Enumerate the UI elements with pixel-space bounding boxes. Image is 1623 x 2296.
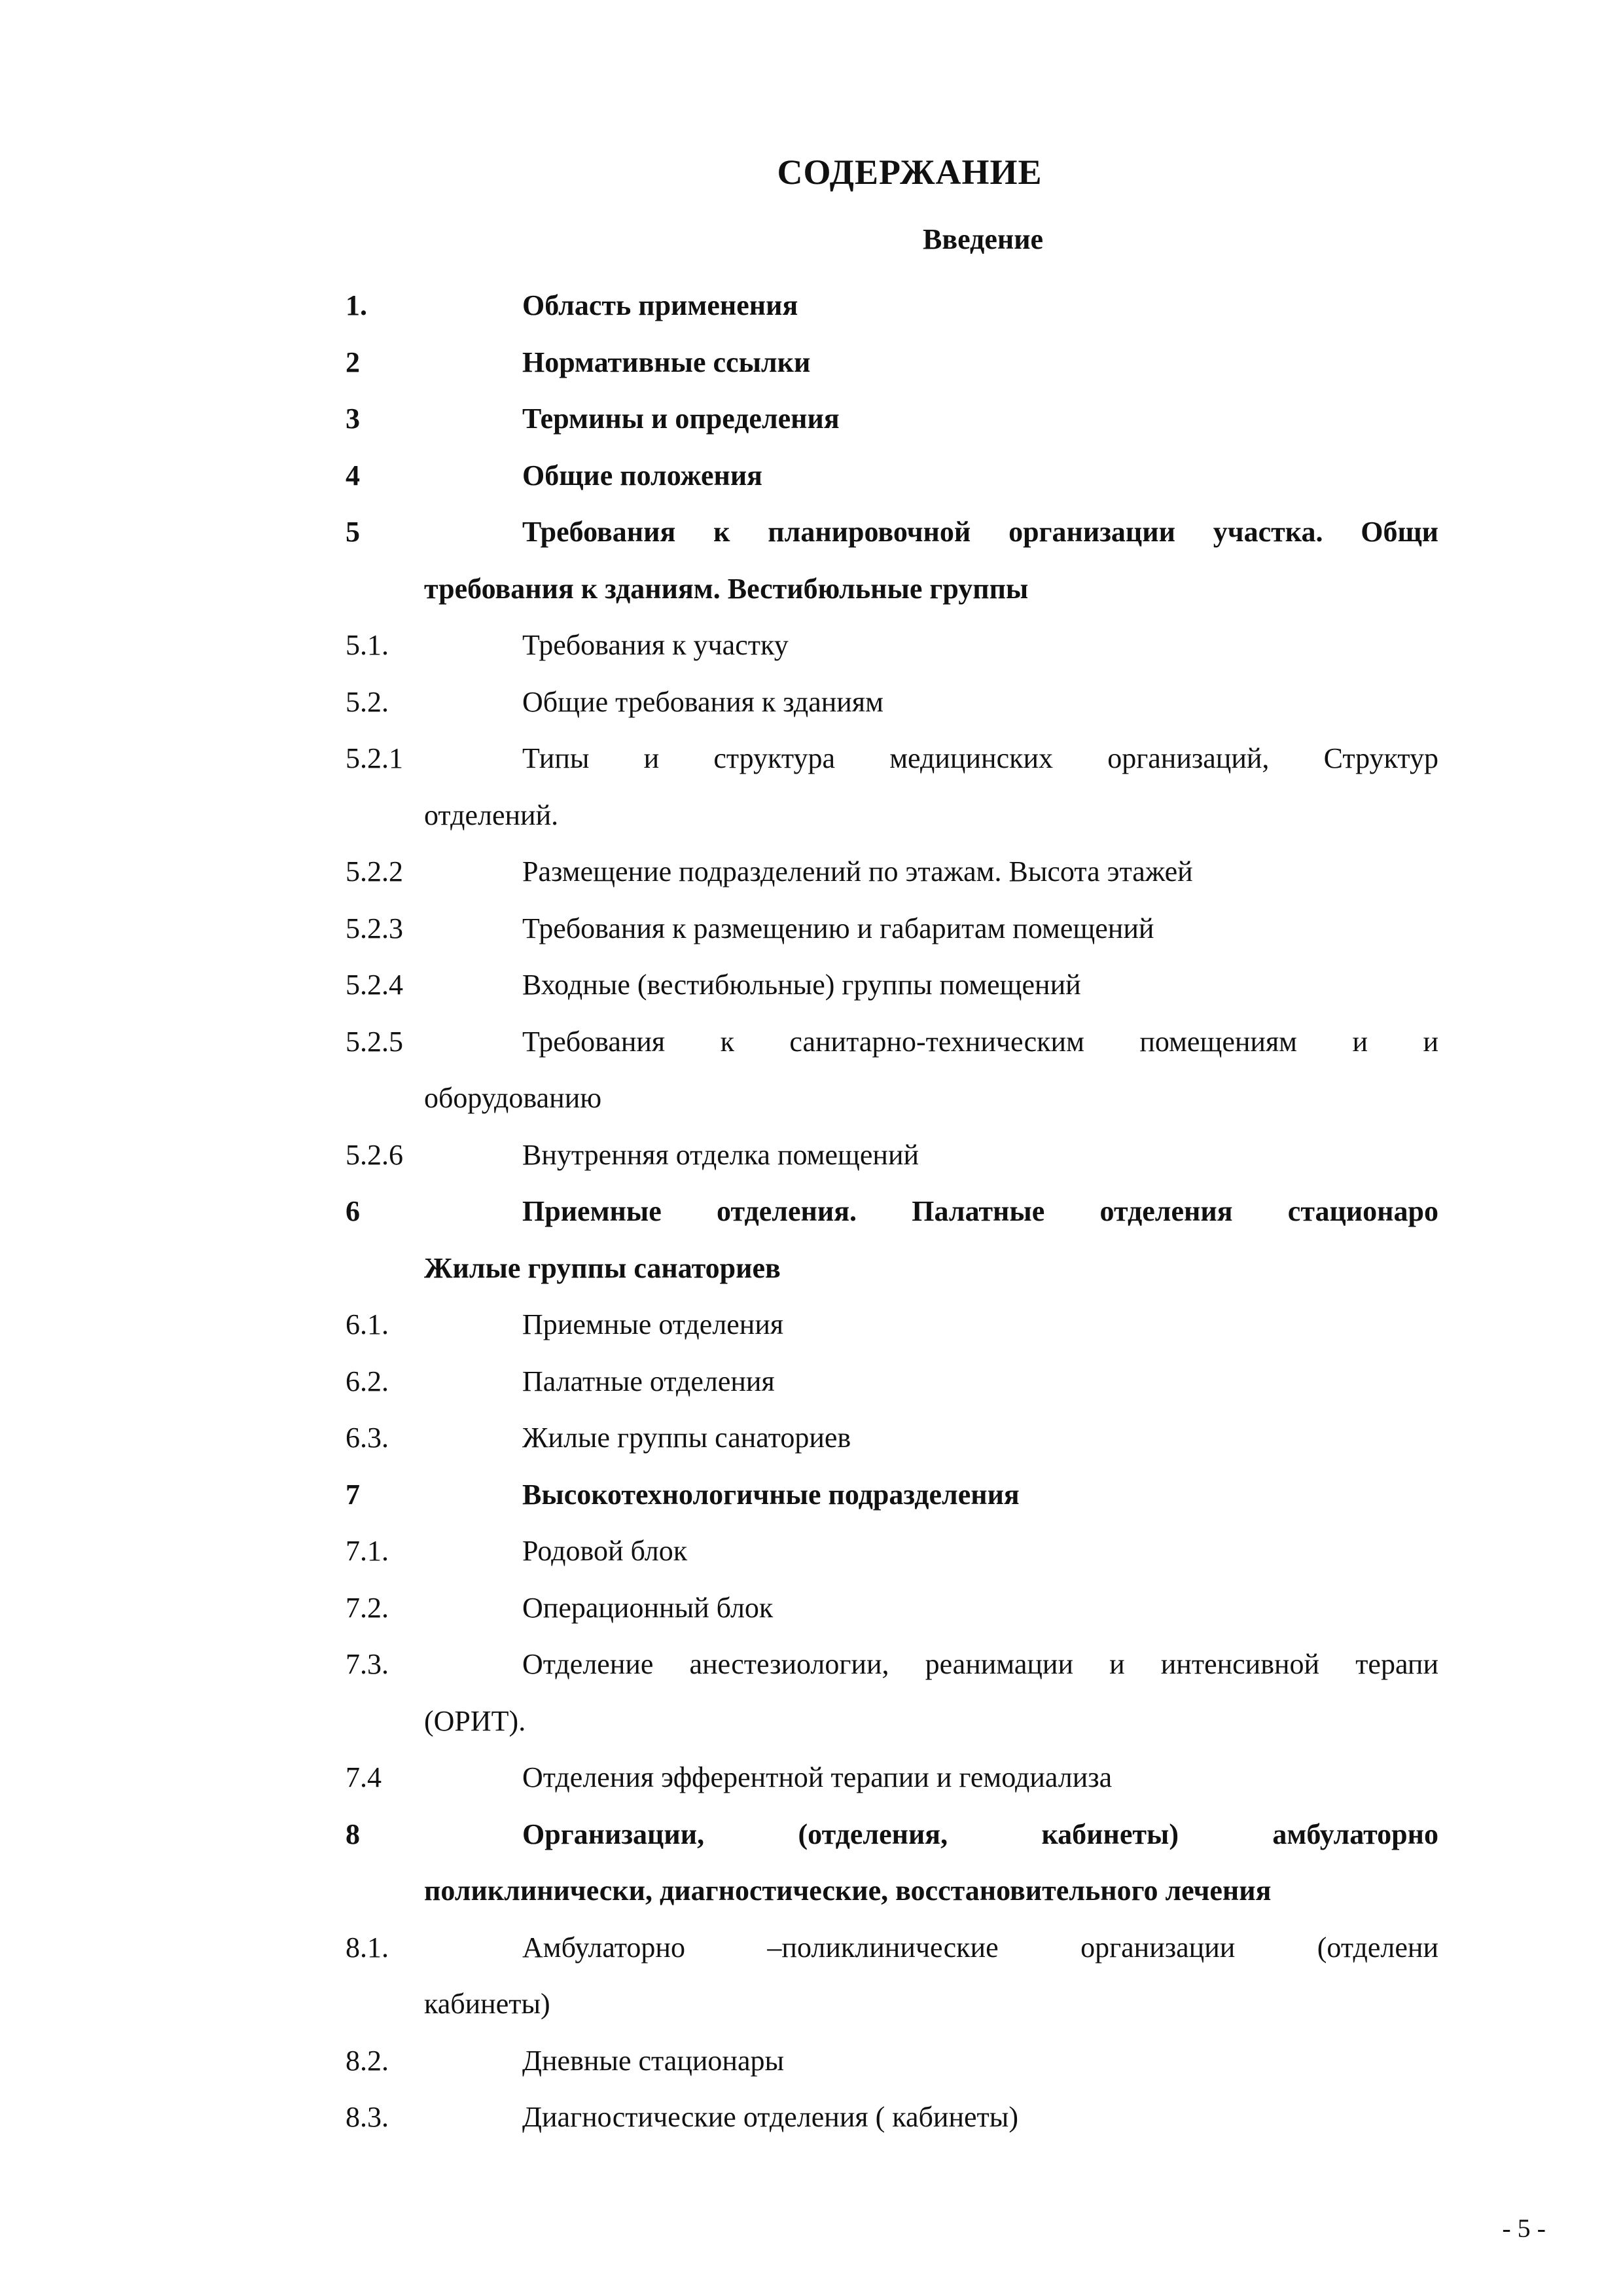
toc-entry xyxy=(346,1183,1438,1297)
toc-entry-title-continued: Жилые группы санаториев xyxy=(424,1251,781,1284)
toc-entry xyxy=(346,1127,1438,1184)
toc-entry-title: Жилые группы санаториев xyxy=(522,1422,851,1454)
toc-entry-number: 5.1. xyxy=(346,629,389,661)
toc-entry xyxy=(346,1749,1438,1806)
toc-entry-number: 6 xyxy=(346,1195,360,1227)
toc-entry-title: Типы и структура медицинских организаций, Структур xyxy=(522,742,1438,774)
toc-entry-title: Амбулаторно –поликлинические организации (отделени xyxy=(522,1931,1438,1964)
toc-entry-title-continued: (ОРИТ). xyxy=(424,1704,526,1737)
toc-entry-number: 7.4 xyxy=(346,1761,382,1793)
toc-entry-number: 3 xyxy=(346,403,360,435)
toc-entry-title: Нормативные ссылки xyxy=(522,346,811,378)
toc-entry-title-continued: кабинеты) xyxy=(424,1988,550,2020)
toc-intro: Введение xyxy=(923,223,1044,255)
toc-entry-title: Требования к размещению и габаритам помещений xyxy=(522,912,1154,944)
toc-entry xyxy=(346,2033,1438,2090)
table-of-contents xyxy=(346,278,1438,2146)
toc-entry-title: Область применения xyxy=(522,289,798,321)
toc-entry-number: 5.2.4 xyxy=(346,969,403,1001)
toc-entry xyxy=(346,2089,1438,2146)
toc-entry-number: 5.2.2 xyxy=(346,855,403,888)
toc-entry xyxy=(346,448,1438,505)
toc-entry xyxy=(346,957,1438,1014)
toc-entry-title: Организации, (отделения, кабинеты) амбулаторно xyxy=(522,1818,1438,1850)
toc-entry-title: Палатные отделения xyxy=(522,1365,775,1397)
toc-entry-title: Родовой блок xyxy=(522,1535,688,1567)
toc-entry-title: Размещение подразделений по этажам. Высота этажей xyxy=(522,855,1193,888)
toc-entry-title: Отделения эфферентной терапии и гемодиализа xyxy=(522,1761,1113,1793)
toc-entry-number: 5 xyxy=(346,516,360,548)
toc-entry-number: 7.3. xyxy=(346,1648,389,1680)
page-number: - 5 - xyxy=(1502,2214,1546,2243)
toc-entry-title-continued: поликлинически, диагностические, восстановительного лечения xyxy=(424,1874,1272,1907)
toc-entry-number: 5.2.3 xyxy=(346,912,403,944)
toc-entry xyxy=(346,1297,1438,1354)
toc-entry-number: 5.2. xyxy=(346,685,389,718)
toc-entry xyxy=(346,1014,1438,1127)
toc-entry-number: 6.1. xyxy=(346,1308,389,1340)
toc-entry xyxy=(346,1467,1438,1524)
toc-entry xyxy=(346,1410,1438,1467)
toc-entry xyxy=(346,844,1438,901)
toc-entry-number: 8.1. xyxy=(346,1931,389,1964)
toc-entry xyxy=(346,730,1438,844)
toc-entry-number: 8.3. xyxy=(346,2101,389,2133)
toc-entry xyxy=(346,617,1438,674)
toc-entry xyxy=(346,1920,1438,2033)
toc-entry-number: 4 xyxy=(346,459,360,492)
toc-entry xyxy=(346,674,1438,731)
toc-entry-title-continued: требования к зданиям. Вестибюльные группы xyxy=(424,572,1029,605)
toc-entry xyxy=(346,391,1438,448)
toc-entry xyxy=(346,1523,1438,1580)
toc-entry xyxy=(346,901,1438,958)
toc-entry-number: 8.2. xyxy=(346,2044,389,2077)
toc-entry-title: Входные (вестибюльные) группы помещений xyxy=(522,969,1081,1001)
toc-entry xyxy=(346,334,1438,391)
toc-entry-number: 6.3. xyxy=(346,1422,389,1454)
toc-entry-number: 7 xyxy=(346,1478,360,1511)
toc-entry-title: Приемные отделения. Палатные отделения стационаро xyxy=(522,1195,1438,1227)
toc-entry-number: 5.2.5 xyxy=(346,1025,403,1058)
toc-entry-title: Дневные стационары xyxy=(522,2044,785,2077)
toc-entry-number: 5.2.1 xyxy=(346,742,403,774)
toc-entry-title: Термины и определения xyxy=(522,403,840,435)
toc-entry xyxy=(346,278,1438,334)
toc-entry-title: Высокотехнологичные подразделения xyxy=(522,1478,1020,1511)
toc-entry-number: 1. xyxy=(346,289,367,321)
toc-entry-title: Отделение анестезиологии, реанимации и интенсивной терапи xyxy=(522,1648,1438,1680)
toc-entry-title: Диагностические отделения ( кабинеты) xyxy=(522,2101,1018,2133)
toc-entry-title: Операционный блок xyxy=(522,1591,774,1624)
toc-entry-title: Общие положения xyxy=(522,459,762,492)
toc-entry-title-continued: оборудованию xyxy=(424,1082,602,1114)
toc-entry-number: 8 xyxy=(346,1818,360,1850)
toc-entry-title: Общие требования к зданиям xyxy=(522,685,883,718)
toc-entry-title: Требования к участку xyxy=(522,629,789,661)
toc-entry-title-continued: отделений. xyxy=(424,798,559,831)
toc-entry xyxy=(346,504,1438,617)
toc-entry-number: 5.2.6 xyxy=(346,1138,403,1171)
page-title: СОДЕРЖАНИЕ xyxy=(777,152,1043,192)
toc-entry xyxy=(346,1806,1438,1920)
toc-entry xyxy=(346,1636,1438,1749)
toc-entry-title: Требования к планировочной организации участка. Общи xyxy=(522,516,1438,548)
toc-entry xyxy=(346,1580,1438,1637)
toc-entry-title: Внутренняя отделка помещений xyxy=(522,1138,919,1171)
toc-entry-number: 2 xyxy=(346,346,360,378)
toc-entry-number: 7.1. xyxy=(346,1535,389,1567)
toc-entry-number: 7.2. xyxy=(346,1591,389,1624)
toc-entry xyxy=(346,1354,1438,1410)
toc-entry-title: Приемные отделения xyxy=(522,1308,784,1340)
toc-entry-title: Требования к санитарно-техническим помещениям и и xyxy=(522,1025,1438,1058)
toc-entry-number: 6.2. xyxy=(346,1365,389,1397)
